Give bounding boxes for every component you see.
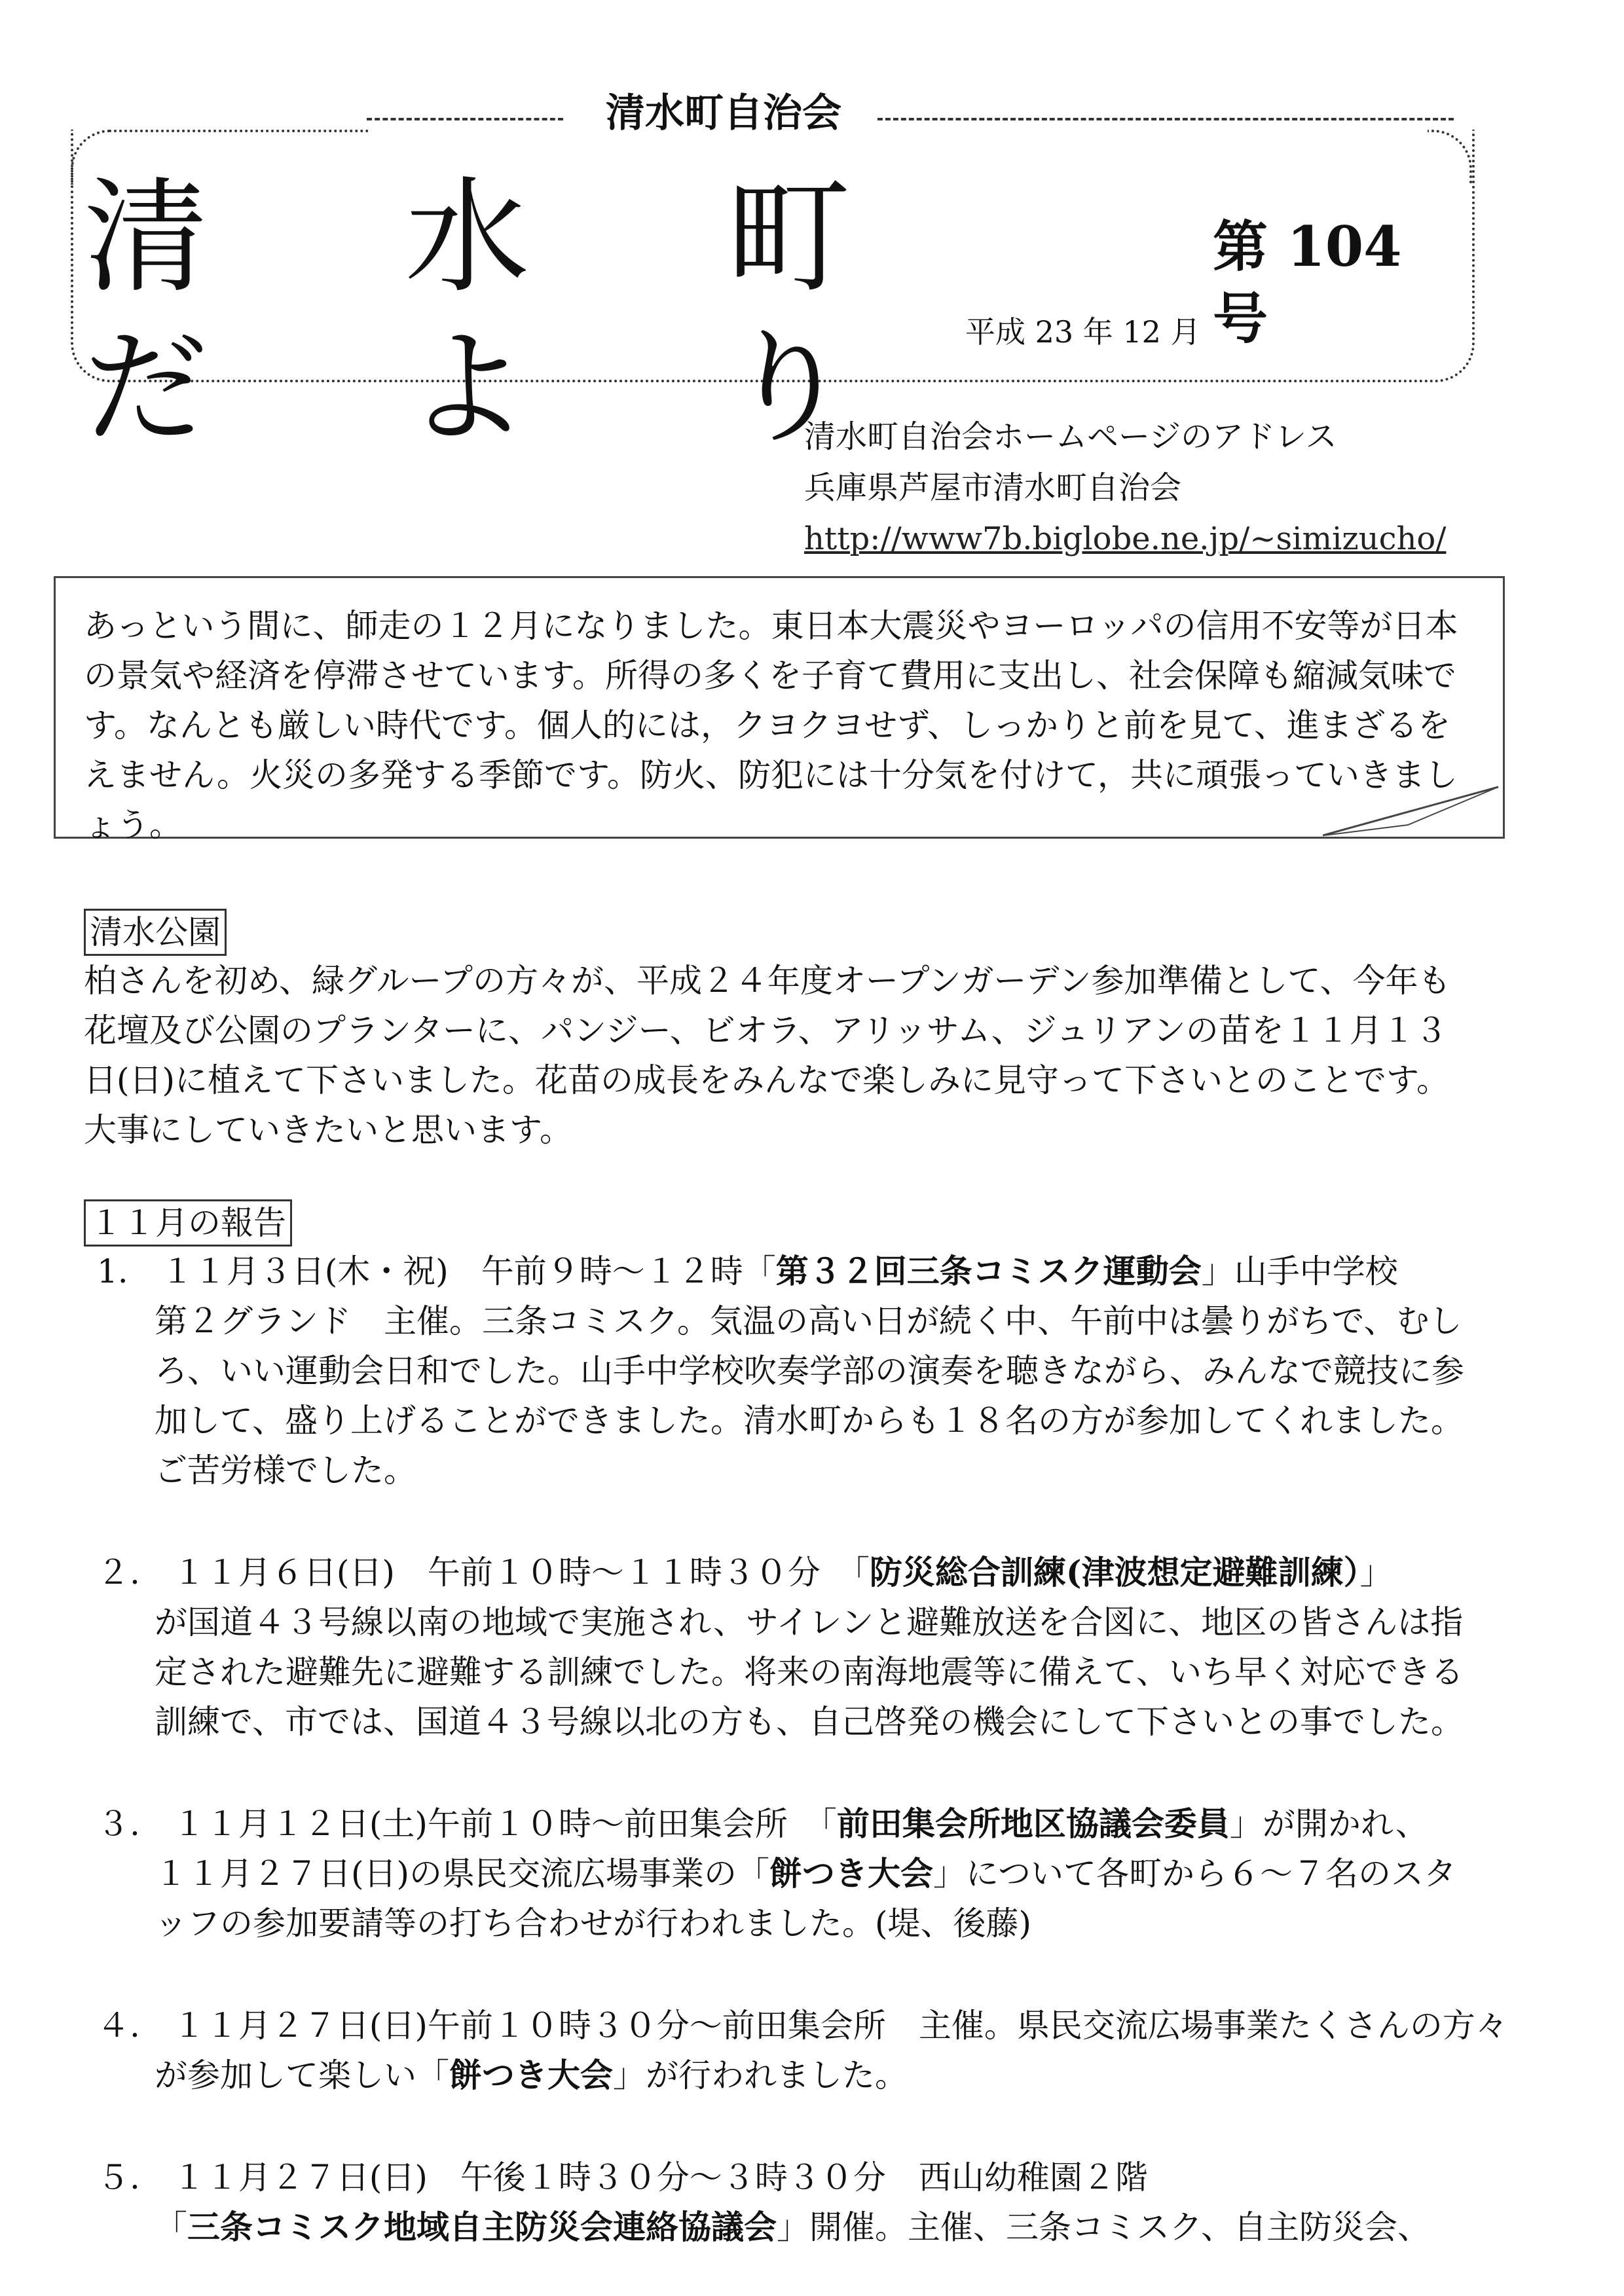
event-name: 第３２回三条コミスク運動会 xyxy=(775,1252,1202,1290)
event-name: 前田集会所地区協議会委員 xyxy=(836,1804,1230,1843)
event-name: 餅つき大会 xyxy=(769,1854,934,1893)
park-section-text: 柏さんを初め、緑グループの方々が、平成２４年度オープンガーデン参加準備として、今年も花壇及び公園のプランターに、パンジー、ビオラ、アリッサム、ジュリアンの苗を１１月１３日(日)に植えて下さいました。花苗の成長をみんなで楽しみに見守って下さいとのことです。大事にしていきたいと思います。 xyxy=(84,962,1451,1149)
item-body-text: 「 xyxy=(155,2208,187,2246)
item-number: ３. xyxy=(97,1805,140,1843)
item-number: ２. xyxy=(97,1554,140,1592)
report-item-2 xyxy=(97,1548,1479,1747)
homepage-info xyxy=(804,411,1590,564)
item-heading: １１月２７日(日) 午後１時３０分～３時３０分 西山幼稚園２階 xyxy=(172,2159,1148,2196)
item-body xyxy=(97,2202,1479,2252)
report-item-3 xyxy=(97,1799,1479,1948)
item-body-tail: 」開催。主催、三条コミスク、自主防災会、 xyxy=(777,2208,1430,2246)
issue-date: 平成 23 年 12 月 xyxy=(965,314,1201,350)
newsletter-title: 清 水 町 だ よ り xyxy=(84,165,929,460)
item-heading: １１月３日(木・祝) 午前９時～１２時「 xyxy=(160,1252,776,1290)
report-section xyxy=(84,1199,1508,2252)
report-section-label: １１月の報告 xyxy=(84,1199,292,1247)
homepage-caption: 清水町自治会ホームページのアドレス xyxy=(804,418,1337,455)
item-number: 1. xyxy=(97,1252,128,1290)
event-name: 三条コミスク地域自主防災会連絡協議会 xyxy=(187,2208,777,2246)
greeting-text: あっという間に、師走の１２月になりました。東日本大震災やヨーロッパの信用不安等が日本の景気や経済を停滞させています。所得の多くを子育て費用に支出し、社会保障も縮減気味です。なんとも厳しい時代です。個人的には，クヨクヨせず、しっかりと前を見て、進まざるをえません。火災の多発する季節です。防火、防犯には十分気を付けて，共に頑張っていきましょう。 xyxy=(84,607,1458,844)
event-name: 餅つき大会 xyxy=(449,2056,613,2094)
report-item-1 xyxy=(97,1247,1479,1495)
item-body-tail: 」が行われました。 xyxy=(613,2056,908,2094)
item-heading-tail: 」が開かれ、 xyxy=(1229,1805,1428,1843)
park-section-label: 清水公園 xyxy=(84,909,227,956)
item-body xyxy=(97,2050,1479,2100)
item-heading-tail: 」 xyxy=(1359,1554,1393,1592)
item-heading: １１月６日(日) 午前１０時～１１時３０分 「 xyxy=(172,1554,870,1592)
item-body-text: が参加して楽しい「 xyxy=(155,2056,449,2094)
item-number: ５. xyxy=(97,2159,140,2196)
item-heading: １１月１２日(土)午前１０時～前田集会所 「 xyxy=(172,1805,837,1843)
park-section xyxy=(84,909,1479,1155)
homepage-site-name: 兵庫県芦屋市清水町自治会 xyxy=(804,469,1182,506)
item-heading-tail: 」山手中学校 xyxy=(1201,1252,1398,1290)
homepage-url-link[interactable]: http://www7b.biglobe.ne.jp/~simizucho/ xyxy=(804,520,1447,557)
report-item-5 xyxy=(97,2153,1479,2252)
item-number: ４. xyxy=(97,2007,140,2045)
item-body: 第２グランド 主催。三条コミスク。気温の高い日が続く中、午前中は曇りがちで、むしろ、いい運動会日和でした。山手中学校吹奏学部の演奏を聴きながら、みんなで競技に参加して、盛り上げることができました。清水町からも１８名の方が参加してくれました。ご苦労様でした。 xyxy=(155,1302,1464,1489)
item-body: が国道４３号線以南の地域で実施され、サイレンと避難放送を合図に、地区の皆さんは指定された避難先に避難する訓練でした。将来の南海地震等に備えて、いち早く対応できる訓練で、市では、国道４３号線以北の方も、自己啓発の機会にして下さいとの事でした。 xyxy=(155,1603,1464,1741)
item-body xyxy=(97,1849,1479,1948)
report-item-4 xyxy=(97,2001,1508,2100)
issue-number: 第 104 号 xyxy=(1213,214,1402,351)
event-name: 防災総合訓練(津波想定避難訓練） xyxy=(869,1553,1360,1592)
item-heading: １１月２７日(日)午前１０時３０分～前田集会所 主催。県民交流広場事業たくさんの方々 xyxy=(172,2007,1508,2045)
item-body-text: １１月２７日(日)の県民交流広場事業の「 xyxy=(155,1855,770,1893)
header-rule-right xyxy=(877,118,1454,120)
item-body-tail: 」について各町から６～７名のスタッフの参加要請等の打ち合わせが行われました。(堤、後藤) xyxy=(155,1855,1457,1942)
organization-name: 清水町自治会 xyxy=(606,90,841,136)
